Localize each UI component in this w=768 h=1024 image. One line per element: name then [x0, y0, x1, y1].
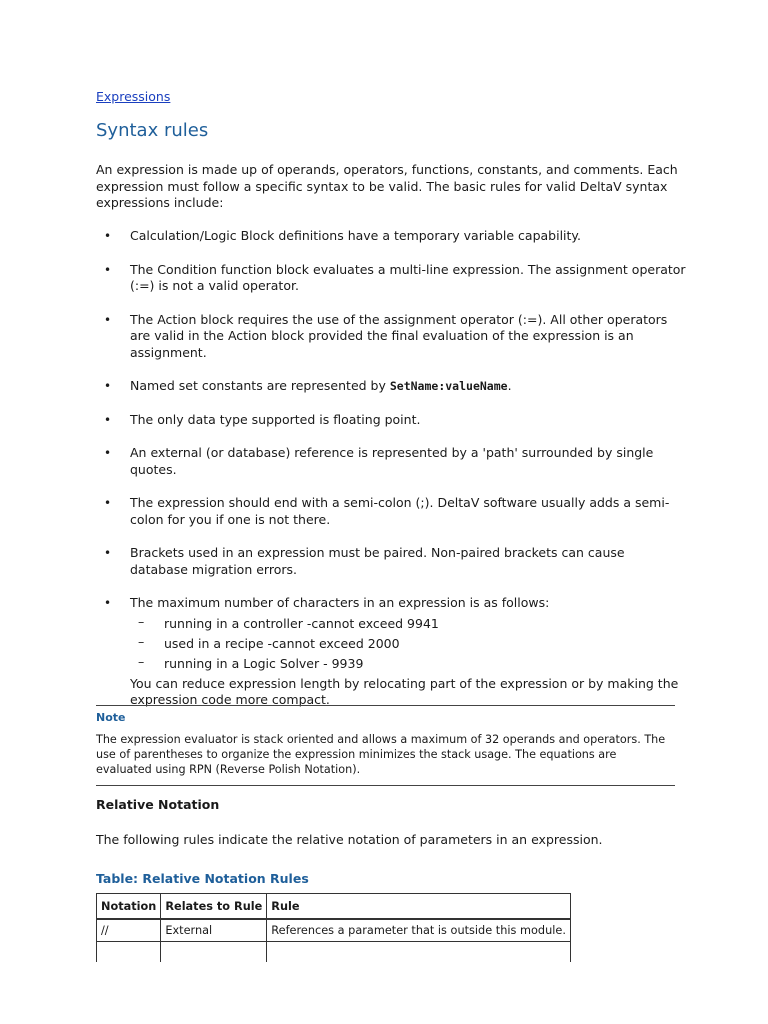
note-box [96, 705, 675, 786]
table-cell [97, 942, 161, 963]
table-row [97, 942, 571, 963]
table-header-row [97, 894, 571, 920]
table-title: Table: Relative Notation Rules [96, 871, 309, 886]
list-item [96, 378, 686, 395]
rule-text: The maximum number of characters in an expression is as follows: [130, 595, 550, 610]
rule-text: The only data type supported is floating point. [130, 411, 421, 427]
relative-notation-table [96, 893, 571, 962]
table-cell: References a parameter that is outside this module. [267, 919, 571, 942]
list-item [96, 495, 686, 528]
list-item [96, 412, 686, 429]
sub-list-item: – running in a controller -cannot exceed 9941 [130, 614, 686, 634]
rule-text: The expression should end with a semi-colon (;). DeltaV software usually adds a semi-colon for you if one is not there. [130, 495, 670, 527]
list-item [96, 545, 686, 578]
table-cell [161, 942, 267, 963]
table-row [97, 919, 571, 942]
rule-text: . [507, 378, 512, 393]
rule-text: Named set constants are represented by [130, 378, 390, 393]
syntax-rules-list [96, 228, 686, 726]
table-cell: // [97, 919, 161, 942]
rule-tail-text: You can reduce expression length by relocating part of the expression or by making the expression code more compact. [130, 675, 679, 707]
rule-text: Brackets used in an expression must be paired. Non-paired brackets can cause database migration errors. [130, 545, 625, 577]
rule-text: Calculation/Logic Block definitions have a temporary variable capability. [130, 228, 582, 243]
intro-paragraph: An expression is made up of operands, operators, functions, constants, and comments. Each expression must follow a specific syntax to be valid. The basic rules for valid DeltaV syntax expressions include: [96, 162, 678, 210]
note-body: The expression evaluator is stack oriented and allows a maximum of 32 operands and operators. The use of parentheses to organize the expression minimizes the stack usage. The equations are evaluated using RPN (Reverse Polish Notation). [96, 733, 666, 776]
sub-list-item: – running in a Logic Solver - 9939 [130, 654, 686, 674]
list-item [96, 262, 686, 295]
list-item [96, 312, 686, 362]
table-cell: External [161, 919, 267, 942]
code-snippet: SetName:valueName [389, 379, 508, 393]
column-header: Relates to Rule [161, 894, 267, 920]
page-title: Syntax rules [96, 120, 209, 141]
rule-text: The Action block requires the use of the assignment operator (:=). All other operators are valid in the Action block provided the final evaluation of the expression is an assignment. [130, 311, 668, 360]
sub-list-item: – used in a recipe -cannot exceed 2000 [130, 634, 686, 654]
list-item [96, 595, 686, 709]
section-heading: Relative Notation [96, 797, 220, 812]
rule-text: An external (or database) reference is represented by a 'path' surrounded by single quotes. [130, 445, 654, 477]
column-header: Notation [97, 894, 161, 920]
note-title: Note [96, 711, 126, 724]
expressions-link[interactable]: Expressions [96, 89, 171, 104]
column-header: Rule [267, 894, 571, 920]
rule-text: The Condition function block evaluates a multi-line expression. The assignment operator (:=) is not a valid operator. [130, 261, 686, 293]
list-item [96, 228, 686, 245]
list-item [96, 445, 686, 478]
section-description: The following rules indicate the relative notation of parameters in an expression. [96, 832, 603, 847]
table-cell [267, 942, 571, 963]
limits-sublist [130, 614, 686, 674]
